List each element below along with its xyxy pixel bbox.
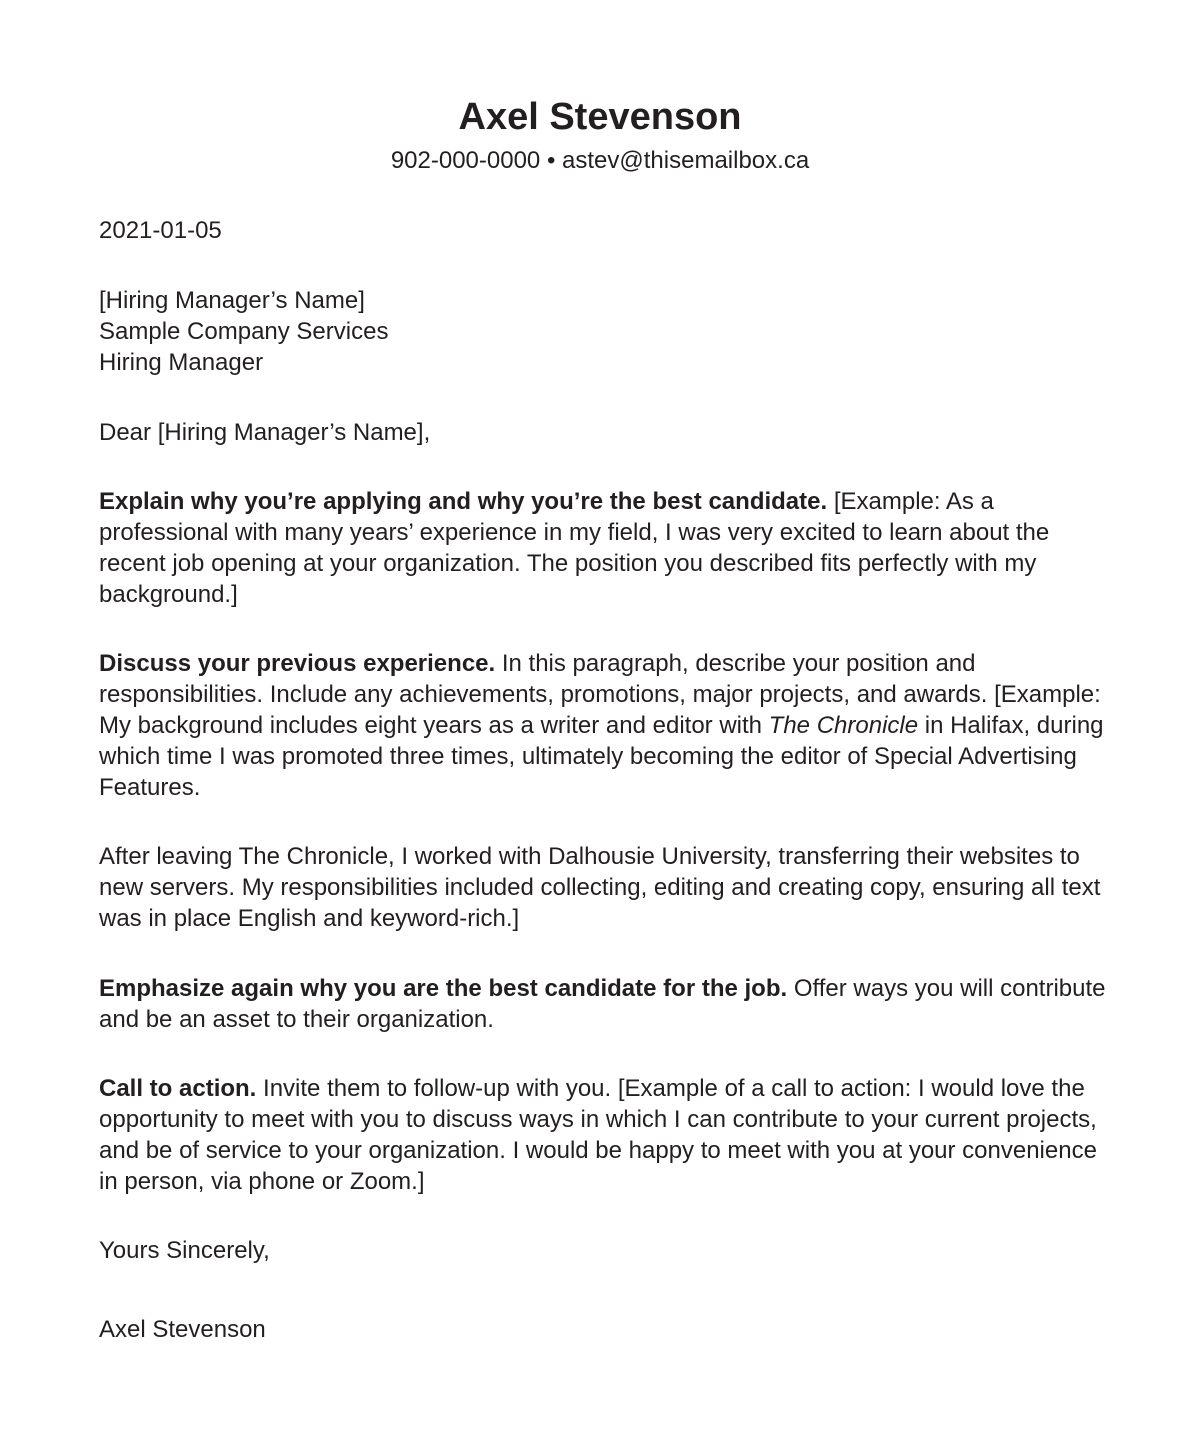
recipient-address: [99, 285, 1109, 378]
paragraph-experience-continued: After leaving The Chronicle, I worked with Dalhousie University, transferring their websites to new servers. My responsibilities included collecting, editing and creating copy, ensuring all text was in place English and keyword-rich.]: [99, 843, 1101, 932]
paragraph-experience-body-end: in Halifax, during which time I was promoted three times, ultimately becoming the editor of Special Advertising Features.: [99, 712, 1104, 801]
paragraph-call-to-action-body: Invite them to follow-up with you. [Example of a call to action: I would love the opportunity to meet with you to discuss ways in which I can contribute to your current projects, and be of service to your organization. I would be happy to meet with you at your convenience in person, via phone or Zoom.]: [99, 1075, 1097, 1195]
recipient-title: Hiring Manager: [99, 349, 264, 376]
paragraph-call-to-action-lead: Call to action.: [99, 1075, 257, 1102]
phone-number: 902-000-0000: [390, 147, 541, 174]
paragraph-emphasis-body: Offer ways you will contribute and be an asset to their organization.: [99, 975, 1106, 1033]
recipient-name: [Hiring Manager’s Name]: [99, 287, 365, 314]
recipient-company: Sample Company Services: [99, 318, 389, 345]
closing: Yours Sincerely,: [99, 1237, 270, 1264]
paragraph-experience-lead: Discuss your previous experience.: [99, 650, 496, 677]
contact-separator: •: [546, 147, 556, 174]
signature-name: Axel Stevenson: [99, 1316, 266, 1343]
email-address: astev@thisemailbox.ca: [562, 147, 810, 174]
applicant-name: Axel Stevenson: [458, 96, 742, 138]
paragraph-intro-lead: Explain why you’re applying and why you’re the best candidate.: [99, 488, 828, 515]
paragraph-emphasis: [99, 973, 1109, 1035]
paragraph-call-to-action: [99, 1073, 1109, 1197]
paragraph-emphasis-lead: Emphasize again why you are the best candidate for the job.: [99, 975, 788, 1002]
paragraph-intro: [99, 486, 1109, 610]
paragraph-intro-body: [Example: As a professional with many years’ experience in my field, I was very excited to learn about the recent job opening at your organization. The position you described fits perfectly with my background.]: [99, 488, 1050, 608]
paragraph-experience: [99, 648, 1109, 803]
contact-line: [0, 146, 1200, 176]
letter-date: 2021-01-05: [99, 217, 222, 244]
publication-title: The Chronicle: [768, 712, 919, 739]
salutation: Dear [Hiring Manager’s Name],: [99, 419, 431, 446]
paragraph-experience-body: In this paragraph, describe your position and responsibilities. Include any achievements, promotions, major projects, and awards. [Example: My background includes eight years as a writer and editor with: [99, 650, 1101, 739]
